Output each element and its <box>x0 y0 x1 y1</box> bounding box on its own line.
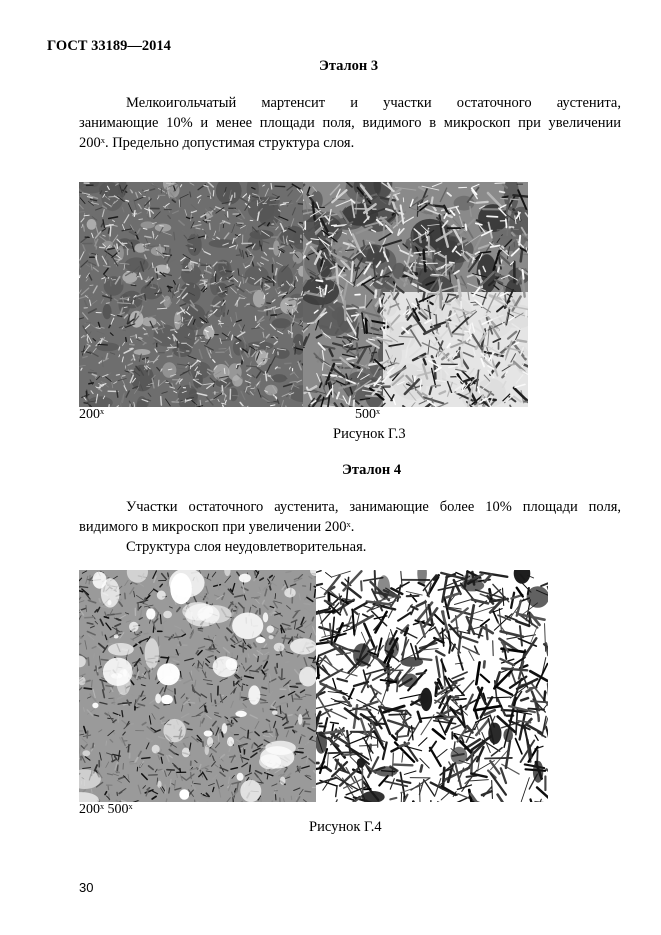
section3-line-1: Мелкоигольчатый мартенсит и участки остаточного аустенита, <box>126 95 621 111</box>
micrograph-500x-fig3 <box>303 182 528 407</box>
fig3-left-magnification: 200ˣ <box>79 407 105 422</box>
section3-paragraph <box>79 93 621 153</box>
document-code: ГОСТ 33189—2014 <box>47 38 171 54</box>
micrograph-500x-fig4 <box>316 570 548 802</box>
fig3-right-magnification: 500ˣ <box>355 407 381 422</box>
section4-line-3: Структура слоя неудовлетворительная. <box>126 539 367 555</box>
section4-line-1: Участки остаточного аустенита, занимающие более 10% площади поля, <box>126 499 621 515</box>
page-number: 30 <box>79 880 94 895</box>
micrograph-200x-fig4 <box>79 570 316 802</box>
micrograph-200x-fig3 <box>79 182 303 407</box>
fig4-magnifications: 200ˣ 500ˣ <box>79 802 133 817</box>
section4-line-2: видимого в микроскоп при увеличении 200ˣ. <box>79 519 355 535</box>
section3-line-3: 200ˣ. Предельно допустимая структура слоя. <box>79 135 355 151</box>
section4-title: Эталон 4 <box>342 462 402 478</box>
section4-paragraph <box>79 497 621 557</box>
section3-line-2: занимающие 10% и менее площади поля, видимого в микроскоп при увеличении <box>79 115 621 131</box>
figure-caption-g3: Рисунок Г.3 <box>333 426 406 442</box>
figure-caption-g4: Рисунок Г.4 <box>309 819 382 835</box>
section3-title: Эталон 3 <box>319 58 379 74</box>
